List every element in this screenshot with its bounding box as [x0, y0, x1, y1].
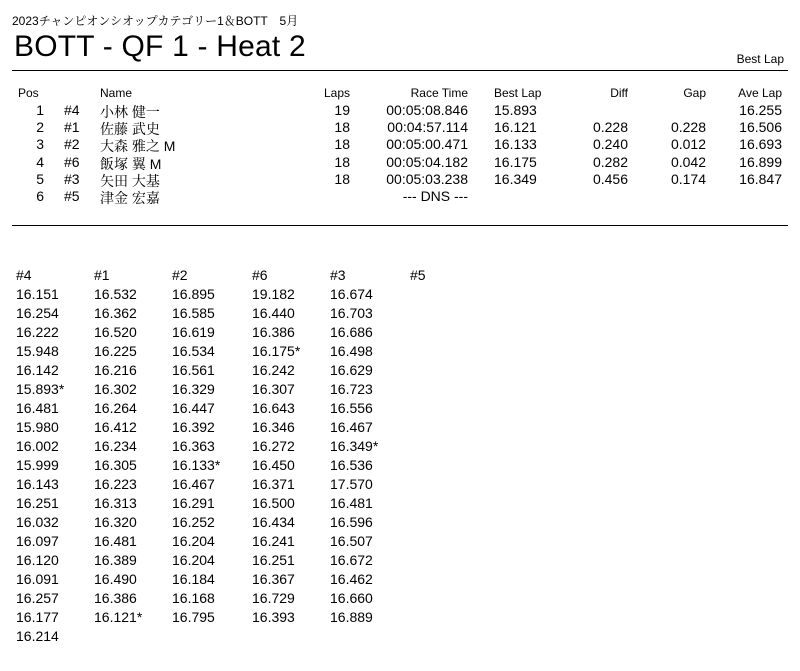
result-ave: 16.506 — [739, 119, 782, 136]
lap-time: 16.467 — [172, 476, 215, 492]
lap-time: 16.168 — [172, 590, 215, 606]
lap-time: 15.948 — [16, 343, 59, 359]
header-pos: Pos — [18, 86, 39, 100]
lap-time: 16.251 — [16, 495, 59, 511]
result-name: 津金 宏嘉 — [100, 190, 160, 206]
lap-time: 16.520 — [94, 324, 137, 340]
lap-time: 16.703 — [330, 305, 373, 321]
lap-time: 16.222 — [16, 324, 59, 340]
lap-time: 16.362 — [94, 305, 137, 321]
lap-time: 16.225 — [94, 343, 137, 359]
lap-time: 16.204 — [172, 552, 215, 568]
result-time: --- DNS --- — [402, 188, 468, 204]
result-time: 00:04:57.114 — [387, 119, 468, 136]
lap-time: 16.307 — [252, 381, 295, 397]
result-time: 00:05:03.238 — [386, 170, 468, 187]
lap-time: 19.182 — [252, 286, 295, 302]
lap-time: 16.723 — [330, 381, 373, 397]
lap-time: 15.893* — [16, 381, 65, 397]
lap-time: 16.254 — [16, 305, 59, 321]
lap-time: 16.450 — [252, 457, 295, 473]
result-num: #4 — [64, 102, 80, 118]
lap-column — [94, 266, 142, 627]
lap-column — [330, 266, 378, 627]
lap-column-head: #4 — [16, 267, 32, 283]
result-ave: 16.847 — [739, 170, 782, 187]
lap-time: 16.177 — [16, 609, 59, 625]
lap-time: 16.534 — [172, 343, 215, 359]
lap-time: 16.251 — [252, 552, 295, 568]
result-pos: 5 — [36, 170, 44, 187]
lap-time: 16.091 — [16, 571, 59, 587]
lap-time: 16.386 — [94, 590, 137, 606]
lap-time: 16.393 — [252, 609, 295, 625]
result-laps: 18 — [334, 119, 350, 136]
lap-column — [252, 266, 300, 627]
result-ave: 16.693 — [739, 136, 782, 153]
lap-column-head: #5 — [410, 267, 426, 283]
result-num: #3 — [64, 170, 80, 187]
lap-time: 16.629 — [330, 362, 373, 378]
result-pos: 4 — [36, 153, 44, 170]
result-pos: 6 — [36, 188, 44, 204]
lap-time: 16.498 — [330, 343, 373, 359]
lap-time: 16.481 — [16, 400, 59, 416]
bottom-rule — [12, 225, 788, 226]
lap-time: 16.142 — [16, 362, 59, 378]
event-title: 2023チャンピオンシオップカテゴリー1＆BOTT 5月 — [12, 14, 299, 28]
lap-time: 16.686 — [330, 324, 373, 340]
result-diff: 0.456 — [592, 170, 628, 187]
lap-time: 16.500 — [252, 495, 295, 511]
result-time: 00:05:08.846 — [386, 102, 468, 118]
lap-column-head: #1 — [94, 267, 110, 283]
lap-time: 16.619 — [172, 324, 215, 340]
result-gap: 0.174 — [670, 170, 706, 187]
header-best-lap: Best Lap — [494, 86, 542, 100]
result-gap: 0.042 — [670, 153, 706, 170]
result-time: 00:05:04.182 — [386, 153, 468, 170]
result-diff: 0.240 — [592, 136, 628, 153]
lap-time: 16.674 — [330, 286, 373, 302]
lap-time: 16.889 — [330, 609, 373, 625]
lap-time: 15.980 — [16, 419, 59, 435]
result-num: #2 — [64, 136, 80, 153]
lap-column-head: #2 — [172, 267, 188, 283]
result-name: 大森 雅之 M — [100, 138, 176, 155]
lap-time: 16.242 — [252, 362, 295, 378]
lap-time: 16.241 — [252, 533, 295, 549]
lap-time: 16.291 — [172, 495, 215, 511]
result-best: 16.133 — [494, 136, 537, 153]
lap-time: 16.389 — [94, 552, 137, 568]
result-best: 15.893 — [494, 102, 537, 118]
lap-time: 16.214 — [16, 628, 59, 644]
lap-column — [16, 266, 64, 646]
lap-time: 16.204 — [172, 533, 215, 549]
lap-time: 16.264 — [94, 400, 137, 416]
result-best: 16.175 — [494, 153, 537, 170]
lap-time: 16.223 — [94, 476, 137, 492]
result-pos: 2 — [36, 119, 44, 136]
lap-time: 16.143 — [16, 476, 59, 492]
lap-time: 16.346 — [252, 419, 295, 435]
result-laps: 18 — [334, 170, 350, 187]
lap-time: 16.302 — [94, 381, 137, 397]
lap-time: 16.121* — [94, 609, 143, 625]
result-pos: 1 — [36, 102, 44, 118]
page-title: BOTT - QF 1 - Heat 2 — [14, 30, 306, 63]
lap-time: 16.561 — [172, 362, 215, 378]
lap-column — [410, 266, 426, 285]
top-rule — [12, 70, 788, 71]
lap-time: 15.999 — [16, 457, 59, 473]
header-ave-lap: Ave Lap — [738, 86, 782, 100]
lap-time: 16.234 — [94, 438, 137, 454]
lap-time: 16.349* — [330, 438, 379, 454]
lap-time: 16.729 — [252, 590, 295, 606]
lap-time: 16.660 — [330, 590, 373, 606]
lap-time: 16.447 — [172, 400, 215, 416]
lap-time: 16.481 — [94, 533, 137, 549]
lap-time: 16.462 — [330, 571, 373, 587]
lap-time: 16.367 — [252, 571, 295, 587]
lap-time: 17.570 — [330, 476, 373, 492]
result-best: 16.349 — [494, 170, 537, 187]
result-gap: 0.228 — [670, 119, 706, 136]
result-name: 飯塚 翼 M — [100, 155, 162, 172]
result-num: #6 — [64, 153, 80, 170]
result-num: #5 — [64, 188, 80, 204]
result-best: 16.121 — [494, 119, 537, 136]
lap-time: 16.363 — [172, 438, 215, 454]
lap-time: 16.133* — [172, 457, 221, 473]
lap-time: 16.895 — [172, 286, 215, 302]
best-lap-label: Best Lap — [736, 52, 784, 66]
lap-time: 16.120 — [16, 552, 59, 568]
result-laps: 18 — [334, 136, 350, 153]
result-laps: 18 — [334, 153, 350, 170]
result-name: 佐藤 武史 — [100, 121, 160, 138]
lap-time: 16.490 — [94, 571, 137, 587]
lap-time: 16.585 — [172, 305, 215, 321]
lap-time: 16.481 — [330, 495, 373, 511]
lap-time: 16.532 — [94, 286, 137, 302]
lap-time: 16.252 — [172, 514, 215, 530]
result-diff: 0.282 — [592, 153, 628, 170]
result-ave: 16.255 — [739, 102, 782, 118]
result-num: #1 — [64, 119, 80, 136]
lap-time: 16.643 — [252, 400, 295, 416]
lap-time: 16.272 — [252, 438, 295, 454]
lap-column-head: #3 — [330, 267, 346, 283]
lap-time: 16.412 — [94, 419, 137, 435]
lap-time: 16.434 — [252, 514, 295, 530]
lap-column — [172, 266, 220, 627]
lap-time: 16.795 — [172, 609, 215, 625]
header-name: Name — [100, 86, 133, 100]
lap-column-head: #6 — [252, 267, 268, 283]
lap-time: 16.216 — [94, 362, 137, 378]
result-ave: 16.899 — [739, 153, 782, 170]
lap-time: 16.002 — [16, 438, 59, 454]
result-time: 00:05:00.471 — [386, 136, 468, 153]
lap-time: 16.371 — [252, 476, 295, 492]
lap-time: 16.313 — [94, 495, 137, 511]
lap-time: 16.305 — [94, 457, 137, 473]
lap-time: 16.536 — [330, 457, 373, 473]
lap-time: 16.556 — [330, 400, 373, 416]
lap-time: 16.507 — [330, 533, 373, 549]
result-laps: 19 — [334, 102, 350, 118]
lap-time: 16.329 — [172, 381, 215, 397]
lap-time: 16.672 — [330, 552, 373, 568]
lap-time: 16.184 — [172, 571, 215, 587]
lap-time: 16.032 — [16, 514, 59, 530]
lap-time: 16.392 — [172, 419, 215, 435]
lap-time: 16.151 — [16, 286, 59, 302]
header-laps: Laps — [323, 86, 350, 100]
header-gap: Gap — [683, 86, 706, 100]
lap-time: 16.467 — [330, 419, 373, 435]
lap-time: 16.596 — [330, 514, 373, 530]
result-gap: 0.012 — [670, 136, 706, 153]
result-name: 小林 健一 — [100, 104, 160, 120]
lap-time: 16.386 — [252, 324, 295, 340]
header-race-time: Race Time — [410, 86, 468, 100]
result-diff: 0.228 — [592, 119, 628, 136]
header-diff: Diff — [610, 86, 628, 100]
lap-time: 16.440 — [252, 305, 295, 321]
lap-time: 16.320 — [94, 514, 137, 530]
result-name: 矢田 大基 — [100, 172, 160, 189]
lap-time: 16.097 — [16, 533, 59, 549]
lap-time: 16.257 — [16, 590, 59, 606]
result-pos: 3 — [36, 136, 44, 153]
lap-time: 16.175* — [252, 343, 301, 359]
